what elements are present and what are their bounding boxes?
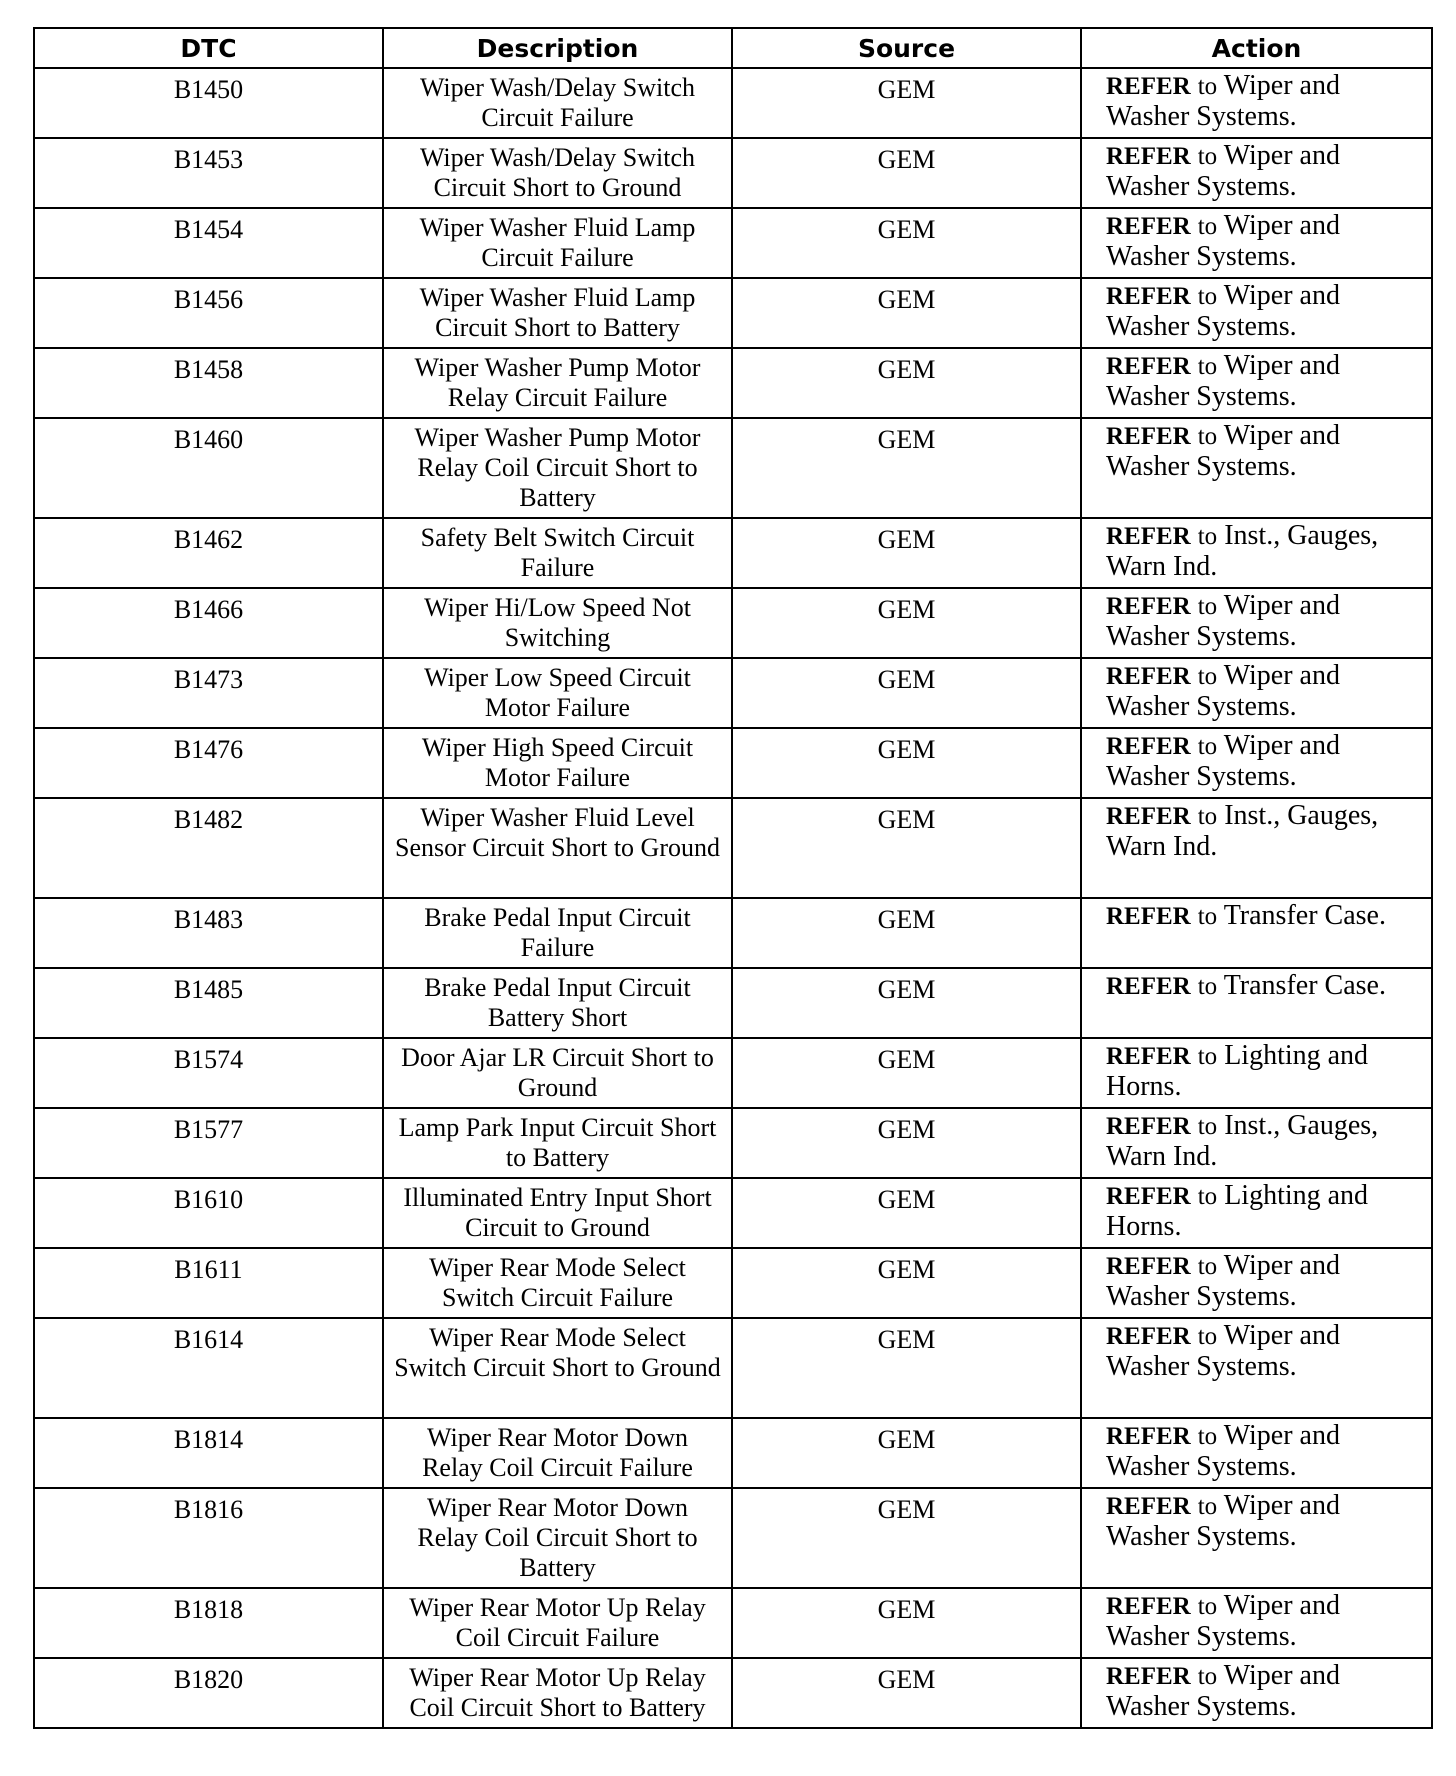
dtc-source: GEM xyxy=(732,208,1081,278)
table-row xyxy=(34,1588,1432,1658)
table-row xyxy=(34,278,1432,348)
dtc-action xyxy=(1081,1248,1432,1318)
action-target: Wiper and Washer Systems. xyxy=(1106,140,1340,202)
action-to: to xyxy=(1197,1423,1218,1450)
action-target: Wiper and Washer Systems. xyxy=(1106,70,1340,132)
dtc-action xyxy=(1081,68,1432,138)
dtc-source: GEM xyxy=(732,348,1081,418)
dtc-action xyxy=(1081,588,1432,658)
dtc-description: Door Ajar LR Circuit Short to Ground xyxy=(383,1038,732,1108)
dtc-source: GEM xyxy=(732,1658,1081,1728)
table-row xyxy=(34,1108,1432,1178)
dtc-description: Wiper Rear Motor Up Relay Coil Circuit Short to Battery xyxy=(383,1658,732,1728)
dtc-description: Wiper Washer Pump Motor Relay Coil Circuit Short to Battery xyxy=(383,418,732,518)
dtc-description: Safety Belt Switch Circuit Failure xyxy=(383,518,732,588)
dtc-action xyxy=(1081,798,1432,898)
header-description: Description xyxy=(383,28,732,68)
dtc-description: Wiper Washer Fluid Lamp Circuit Short to Battery xyxy=(383,278,732,348)
action-keyword: REFER xyxy=(1106,733,1191,760)
dtc-code: B1814 xyxy=(34,1418,383,1488)
dtc-action xyxy=(1081,1108,1432,1178)
dtc-action xyxy=(1081,1418,1432,1488)
action-to: to xyxy=(1197,903,1218,930)
action-target: Transfer Case. xyxy=(1223,900,1386,931)
dtc-action xyxy=(1081,658,1432,728)
table-row xyxy=(34,1038,1432,1108)
action-to: to xyxy=(1197,1043,1218,1070)
action-to: to xyxy=(1197,803,1218,830)
table-row xyxy=(34,68,1432,138)
dtc-action xyxy=(1081,1588,1432,1658)
dtc-code: B1456 xyxy=(34,278,383,348)
dtc-source: GEM xyxy=(732,1488,1081,1588)
dtc-source: GEM xyxy=(732,898,1081,968)
action-to: to xyxy=(1197,663,1218,690)
action-keyword: REFER xyxy=(1106,1323,1191,1350)
dtc-source: GEM xyxy=(732,518,1081,588)
dtc-description: Wiper Rear Motor Down Relay Coil Circuit Failure xyxy=(383,1418,732,1488)
table-row xyxy=(34,418,1432,518)
dtc-code: B1818 xyxy=(34,1588,383,1658)
dtc-code: B1473 xyxy=(34,658,383,728)
dtc-source: GEM xyxy=(732,968,1081,1038)
dtc-code: B1476 xyxy=(34,728,383,798)
dtc-action xyxy=(1081,728,1432,798)
dtc-description: Wiper Wash/Delay Switch Circuit Short to Ground xyxy=(383,138,732,208)
action-to: to xyxy=(1197,733,1218,760)
dtc-code: B1610 xyxy=(34,1178,383,1248)
table-row xyxy=(34,138,1432,208)
action-keyword: REFER xyxy=(1106,593,1191,620)
table-row xyxy=(34,968,1432,1038)
action-to: to xyxy=(1197,1493,1218,1520)
dtc-description: Wiper Hi/Low Speed Not Switching xyxy=(383,588,732,658)
table-header xyxy=(34,28,1432,68)
dtc-action xyxy=(1081,138,1432,208)
action-target: Wiper and Washer Systems. xyxy=(1106,420,1340,482)
dtc-source: GEM xyxy=(732,658,1081,728)
dtc-action xyxy=(1081,208,1432,278)
table-row xyxy=(34,1488,1432,1588)
action-to: to xyxy=(1197,1113,1218,1140)
dtc-code: B1466 xyxy=(34,588,383,658)
dtc-action xyxy=(1081,1318,1432,1418)
dtc-description: Wiper High Speed Circuit Motor Failure xyxy=(383,728,732,798)
action-target: Wiper and Washer Systems. xyxy=(1106,730,1340,792)
dtc-description: Wiper Washer Fluid Lamp Circuit Failure xyxy=(383,208,732,278)
dtc-description: Wiper Rear Mode Select Switch Circuit Short to Ground xyxy=(383,1318,732,1418)
dtc-code: B1485 xyxy=(34,968,383,1038)
action-to: to xyxy=(1197,73,1218,100)
dtc-code: B1820 xyxy=(34,1658,383,1728)
table-row xyxy=(34,1248,1432,1318)
table-row xyxy=(34,1318,1432,1418)
dtc-action xyxy=(1081,1038,1432,1108)
dtc-source: GEM xyxy=(732,798,1081,898)
dtc-source: GEM xyxy=(732,1318,1081,1418)
action-to: to xyxy=(1197,593,1218,620)
header-action: Action xyxy=(1081,28,1432,68)
action-to: to xyxy=(1197,423,1218,450)
action-keyword: REFER xyxy=(1106,1043,1191,1070)
dtc-source: GEM xyxy=(732,728,1081,798)
action-keyword: REFER xyxy=(1106,213,1191,240)
dtc-source: GEM xyxy=(732,68,1081,138)
dtc-code: B1614 xyxy=(34,1318,383,1418)
action-keyword: REFER xyxy=(1106,663,1191,690)
action-keyword: REFER xyxy=(1106,973,1191,1000)
action-keyword: REFER xyxy=(1106,1663,1191,1690)
dtc-code: B1611 xyxy=(34,1248,383,1318)
dtc-code: B1460 xyxy=(34,418,383,518)
action-to: to xyxy=(1197,213,1218,240)
action-target: Wiper and Washer Systems. xyxy=(1106,660,1340,722)
action-keyword: REFER xyxy=(1106,523,1191,550)
action-target: Wiper and Washer Systems. xyxy=(1106,210,1340,272)
action-to: to xyxy=(1197,1663,1218,1690)
dtc-action xyxy=(1081,278,1432,348)
dtc-source: GEM xyxy=(732,1418,1081,1488)
dtc-description: Brake Pedal Input Circuit Battery Short xyxy=(383,968,732,1038)
dtc-code: B1577 xyxy=(34,1108,383,1178)
dtc-action xyxy=(1081,898,1432,968)
dtc-code: B1483 xyxy=(34,898,383,968)
table-row xyxy=(34,728,1432,798)
dtc-description: Wiper Washer Fluid Level Sensor Circuit Short to Ground xyxy=(383,798,732,898)
action-target: Wiper and Washer Systems. xyxy=(1106,1320,1340,1382)
action-target: Wiper and Washer Systems. xyxy=(1106,1660,1340,1722)
header-row xyxy=(34,28,1432,68)
action-to: to xyxy=(1197,1323,1218,1350)
action-to: to xyxy=(1197,143,1218,170)
dtc-code: B1458 xyxy=(34,348,383,418)
action-to: to xyxy=(1197,973,1218,1000)
action-target: Lighting and Horns. xyxy=(1106,1180,1369,1242)
table-row xyxy=(34,798,1432,898)
table-row xyxy=(34,1658,1432,1728)
action-target: Inst., Gauges, Warn Ind. xyxy=(1106,800,1379,862)
action-target: Wiper and Washer Systems. xyxy=(1106,590,1340,652)
dtc-action xyxy=(1081,1178,1432,1248)
dtc-source: GEM xyxy=(732,1108,1081,1178)
action-target: Lighting and Horns. xyxy=(1106,1040,1369,1102)
action-keyword: REFER xyxy=(1106,1113,1191,1140)
action-keyword: REFER xyxy=(1106,283,1191,310)
dtc-action xyxy=(1081,968,1432,1038)
dtc-description: Wiper Rear Motor Down Relay Coil Circuit Short to Battery xyxy=(383,1488,732,1588)
action-target: Inst., Gauges, Warn Ind. xyxy=(1106,1110,1379,1172)
dtc-source: GEM xyxy=(732,1178,1081,1248)
action-target: Wiper and Washer Systems. xyxy=(1106,280,1340,342)
dtc-description: Lamp Park Input Circuit Short to Battery xyxy=(383,1108,732,1178)
dtc-description: Brake Pedal Input Circuit Failure xyxy=(383,898,732,968)
action-keyword: REFER xyxy=(1106,353,1191,380)
table-row xyxy=(34,208,1432,278)
dtc-source: GEM xyxy=(732,1248,1081,1318)
dtc-code: B1453 xyxy=(34,138,383,208)
dtc-code: B1816 xyxy=(34,1488,383,1588)
dtc-action xyxy=(1081,518,1432,588)
action-keyword: REFER xyxy=(1106,803,1191,830)
dtc-code: B1450 xyxy=(34,68,383,138)
dtc-code: B1574 xyxy=(34,1038,383,1108)
action-keyword: REFER xyxy=(1106,1493,1191,1520)
dtc-action xyxy=(1081,1488,1432,1588)
action-to: to xyxy=(1197,1253,1218,1280)
dtc-action xyxy=(1081,348,1432,418)
dtc-code: B1462 xyxy=(34,518,383,588)
action-to: to xyxy=(1197,353,1218,380)
table-row xyxy=(34,1418,1432,1488)
action-keyword: REFER xyxy=(1106,903,1191,930)
dtc-code: B1454 xyxy=(34,208,383,278)
action-to: to xyxy=(1197,523,1218,550)
table-row xyxy=(34,518,1432,588)
action-target: Wiper and Washer Systems. xyxy=(1106,350,1340,412)
table-body xyxy=(34,68,1432,1728)
dtc-description: Wiper Rear Motor Up Relay Coil Circuit Failure xyxy=(383,1588,732,1658)
dtc-source: GEM xyxy=(732,588,1081,658)
action-target: Wiper and Washer Systems. xyxy=(1106,1590,1340,1652)
action-keyword: REFER xyxy=(1106,1423,1191,1450)
dtc-code: B1482 xyxy=(34,798,383,898)
dtc-description: Wiper Washer Pump Motor Relay Circuit Failure xyxy=(383,348,732,418)
action-target: Wiper and Washer Systems. xyxy=(1106,1250,1340,1312)
action-keyword: REFER xyxy=(1106,1593,1191,1620)
action-to: to xyxy=(1197,1183,1218,1210)
action-keyword: REFER xyxy=(1106,423,1191,450)
action-target: Wiper and Washer Systems. xyxy=(1106,1420,1340,1482)
dtc-source: GEM xyxy=(732,1038,1081,1108)
table-row xyxy=(34,588,1432,658)
header-dtc: DTC xyxy=(34,28,383,68)
dtc-description: Illuminated Entry Input Short Circuit to Ground xyxy=(383,1178,732,1248)
table-row xyxy=(34,348,1432,418)
dtc-source: GEM xyxy=(732,278,1081,348)
action-target: Wiper and Washer Systems. xyxy=(1106,1490,1340,1552)
dtc-description: Wiper Rear Mode Select Switch Circuit Failure xyxy=(383,1248,732,1318)
dtc-description: Wiper Wash/Delay Switch Circuit Failure xyxy=(383,68,732,138)
table-row xyxy=(34,1178,1432,1248)
table-row xyxy=(34,658,1432,728)
action-keyword: REFER xyxy=(1106,1253,1191,1280)
action-keyword: REFER xyxy=(1106,73,1191,100)
dtc-description: Wiper Low Speed Circuit Motor Failure xyxy=(383,658,732,728)
dtc-table xyxy=(33,27,1433,1729)
dtc-action xyxy=(1081,418,1432,518)
dtc-action xyxy=(1081,1658,1432,1728)
action-target: Transfer Case. xyxy=(1223,970,1386,1001)
action-target: Inst., Gauges, Warn Ind. xyxy=(1106,520,1379,582)
header-source: Source xyxy=(732,28,1081,68)
dtc-source: GEM xyxy=(732,418,1081,518)
action-keyword: REFER xyxy=(1106,143,1191,170)
table-row xyxy=(34,898,1432,968)
action-to: to xyxy=(1197,283,1218,310)
action-to: to xyxy=(1197,1593,1218,1620)
dtc-source: GEM xyxy=(732,138,1081,208)
dtc-source: GEM xyxy=(732,1588,1081,1658)
action-keyword: REFER xyxy=(1106,1183,1191,1210)
